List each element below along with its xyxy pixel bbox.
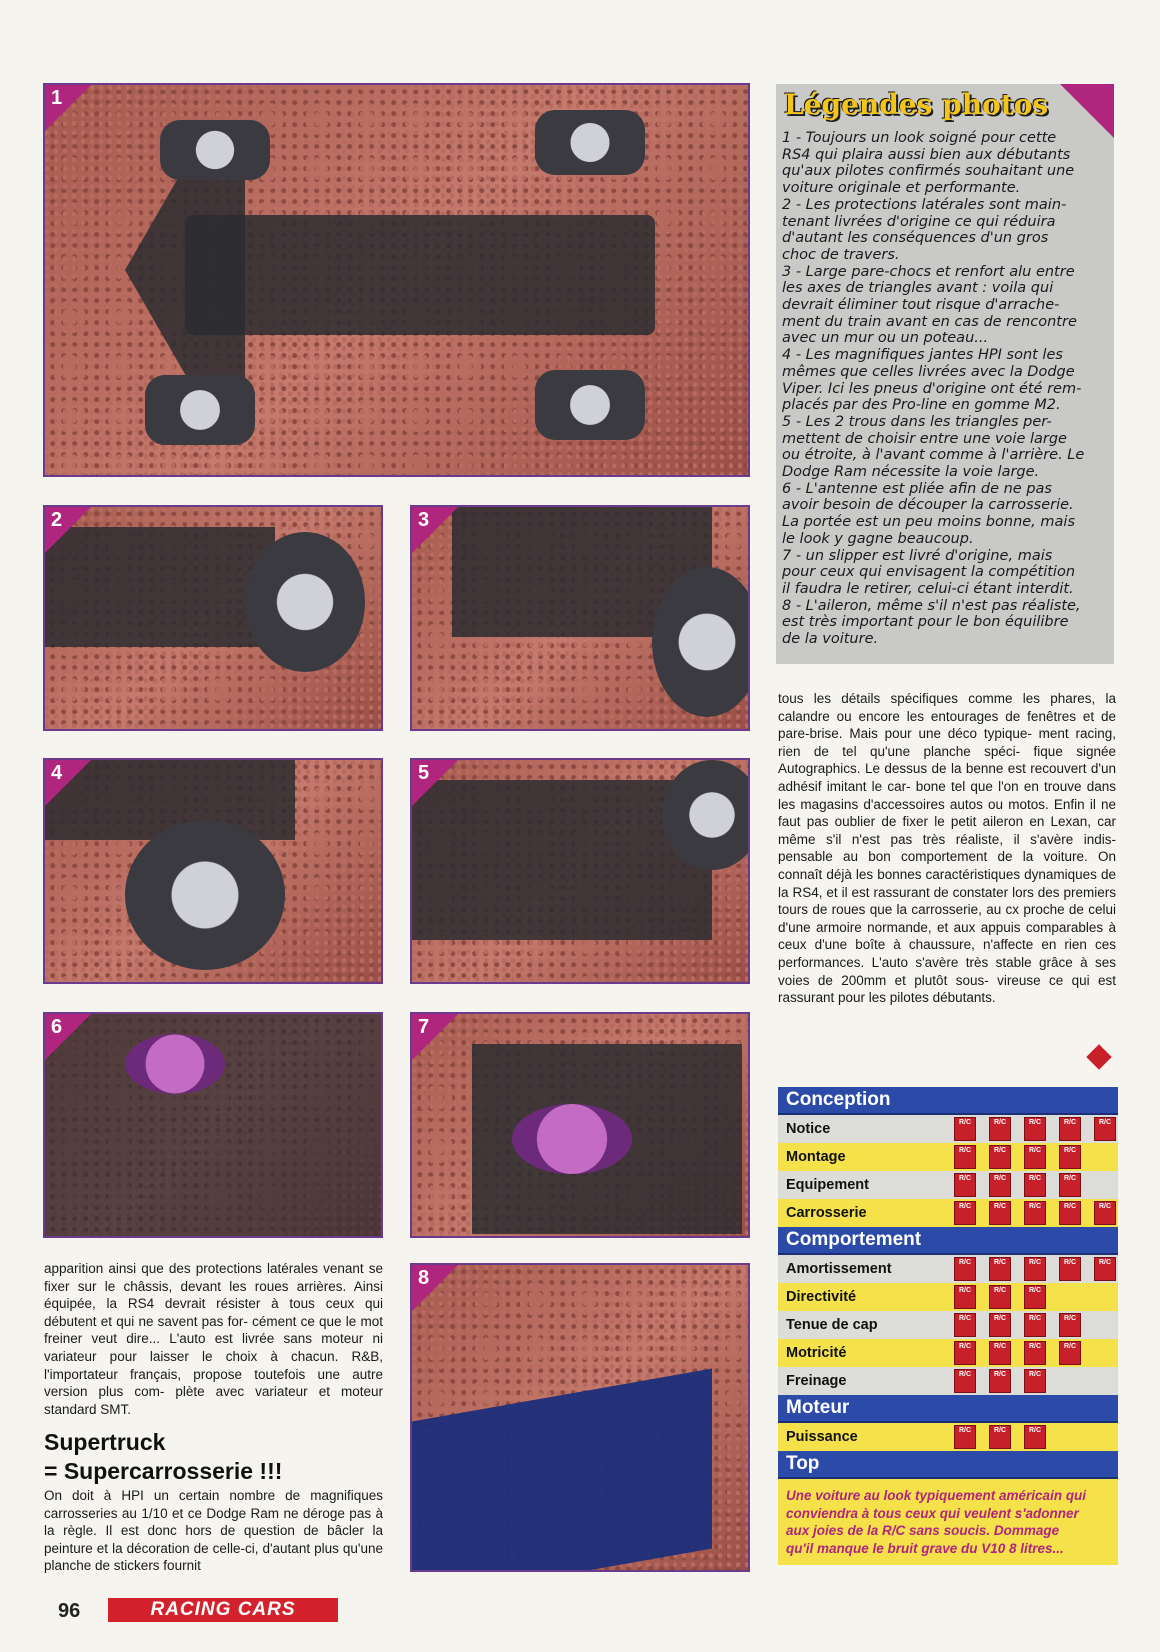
- photo-number: 3: [418, 509, 430, 531]
- rating-rc-icon: R/C: [1024, 1145, 1046, 1169]
- photo-number: 6: [51, 1016, 63, 1038]
- rating-rc-icon: R/C: [1024, 1369, 1046, 1393]
- rating-rc-icon: R/C: [954, 1313, 976, 1337]
- rating-rc-icon: R/C: [954, 1173, 976, 1197]
- end-mark-icon: [1086, 1044, 1111, 1069]
- rating-row: [778, 1423, 1118, 1451]
- rating-row: [778, 1283, 1118, 1311]
- photo-2: [43, 505, 383, 731]
- section-subheading: Supertruck = Supercarrosserie !!!: [44, 1429, 283, 1484]
- rating-rc-icon: R/C: [1059, 1117, 1081, 1141]
- rating-table: [778, 1087, 1118, 1565]
- photo-6: [43, 1012, 383, 1238]
- photo-captions-box: [776, 84, 1114, 664]
- rating-rc-icon: R/C: [954, 1285, 976, 1309]
- photo-3: [410, 505, 750, 731]
- photo-7: [410, 1012, 750, 1238]
- rating-category-top: Top: [778, 1451, 1118, 1479]
- rating-rc-icon: R/C: [954, 1341, 976, 1365]
- rating-row: [778, 1255, 1118, 1283]
- rating-label: Directivité: [786, 1289, 857, 1305]
- rating-rc-icon: R/C: [1024, 1425, 1046, 1449]
- rating-rc-icon: R/C: [1024, 1201, 1046, 1225]
- rating-rc-icon: R/C: [1059, 1313, 1081, 1337]
- page-number: 96: [58, 1600, 81, 1622]
- rating-rc-icon: R/C: [989, 1285, 1011, 1309]
- rating-rc-icon: R/C: [989, 1369, 1011, 1393]
- rating-rc-icon: R/C: [1024, 1117, 1046, 1141]
- rating-rc-icon: R/C: [954, 1145, 976, 1169]
- rating-label: Freinage: [786, 1373, 847, 1389]
- rating-rc-icon: R/C: [1094, 1257, 1116, 1281]
- rating-rc-icon: R/C: [1059, 1201, 1081, 1225]
- rating-rc-icon: R/C: [989, 1313, 1011, 1337]
- rating-rc-icon: R/C: [954, 1425, 976, 1449]
- rating-row: [778, 1199, 1118, 1227]
- top-verdict-text: Une voiture au look typiquement américain qui conviendra à tous ceux qui veulent s'adonner aux joies de la R/C sans soucis. Dommage qu'il manque le bruit grave du V10 8 litres...: [778, 1479, 1118, 1565]
- rating-rc-icon: R/C: [1094, 1117, 1116, 1141]
- rating-rc-icon: R/C: [954, 1117, 976, 1141]
- rating-rc-icon: R/C: [1024, 1257, 1046, 1281]
- rating-category: Moteur: [778, 1395, 1118, 1423]
- rating-row: [778, 1115, 1118, 1143]
- rating-label: Montage: [786, 1149, 846, 1165]
- rating-rc-icon: R/C: [989, 1425, 1011, 1449]
- rating-label: Carrosserie: [786, 1205, 867, 1221]
- photo-number: 7: [418, 1016, 430, 1038]
- rating-rc-icon: R/C: [1024, 1173, 1046, 1197]
- photo-number: 8: [418, 1267, 430, 1289]
- rating-rc-icon: R/C: [954, 1201, 976, 1225]
- photo-5: [410, 758, 750, 984]
- rating-rc-icon: R/C: [989, 1145, 1011, 1169]
- legend-text: 1 - Toujours un look soigné pour cette RS4 qui plaira aussi bien aux débutants qu'aux pilotes confirmés souhaitant une voiture originale et performante. 2 - Les protections latérales sont main- tenant livrées d'origine ce qui réduira d'autant les conséquences d'un gros choc de travers. 3 - Large pare-chocs et renfort alu entre les axes de triangles avant : voila qui devrait éliminer tout risque d'arrache- ment du train avant en cas de rencontre avec un mur ou un poteau... 4 - Les magnifiques jantes HPI sont les mêmes que celles livrées avec la Dodge Viper. Ici les pneus d'origine ont été rem- placés par des Pro-line en gomme M2. 5 - Les 2 trous dans les triangles per- mettent de choisir entre une voie large ou étroite, à l'avant comme à l'arrière. Le Dodge Ram nécessite la voie large. 6 - L'antenne est pliée afin de ne pas avoir besoin de découper la carrosserie. La portée est un peu moins bonne, mais le look y gagne beaucoup. 7 - un slipper est livré d'origine, mais pour ceux qui envisagent la compétition il faudra le retirer, celui-ci étant interdit. 8 - L'aileron, même s'il n'est pas réaliste, est très important pour le bon équilibre de la voiture.: [782, 130, 1085, 648]
- rating-rc-icon: R/C: [1059, 1341, 1081, 1365]
- rating-label: Tenue de cap: [786, 1317, 878, 1333]
- photo-4: [43, 758, 383, 984]
- rating-row: [778, 1143, 1118, 1171]
- rating-rc-icon: R/C: [954, 1257, 976, 1281]
- photo-number: 5: [418, 762, 430, 784]
- photo-number: 2: [51, 509, 63, 531]
- rating-rc-icon: R/C: [989, 1341, 1011, 1365]
- rating-rc-icon: R/C: [989, 1257, 1011, 1281]
- rating-rc-icon: R/C: [1094, 1201, 1116, 1225]
- rating-label: Amortissement: [786, 1261, 892, 1277]
- rating-rc-icon: R/C: [1024, 1285, 1046, 1309]
- left-column-text: apparition ainsi que des protections latérales venant se fixer sur le châssis, devant les roues arrières. Ainsi équipée, la RS4 devrait résister à tous ceux qui débutent et qui ne savent pas for- cément ce que le mot freiner veut dire... L'auto est livrée sans moteur ni variateur pour laisser le choix à chacun. R&B, l'importateur français, propose toutefois une autre version plus com- plète avec variateur et moteur standard SMT.: [44, 1261, 383, 1417]
- rating-label: Motricité: [786, 1345, 847, 1361]
- photo-number: 1: [51, 87, 63, 109]
- photo-number: 4: [51, 762, 63, 784]
- rating-rc-icon: R/C: [1024, 1341, 1046, 1365]
- rating-rc-icon: R/C: [989, 1201, 1011, 1225]
- rating-rc-icon: R/C: [1059, 1257, 1081, 1281]
- rating-rc-icon: R/C: [989, 1173, 1011, 1197]
- rating-rc-icon: R/C: [1024, 1313, 1046, 1337]
- legend-title: Légendes photos: [784, 88, 1049, 121]
- rating-rc-icon: R/C: [989, 1117, 1011, 1141]
- rating-label: Equipement: [786, 1177, 869, 1193]
- photo-1: [43, 83, 750, 477]
- rating-row: [778, 1367, 1118, 1395]
- rating-category: Conception: [778, 1087, 1118, 1115]
- rating-label: Puissance: [786, 1429, 858, 1445]
- rating-row: [778, 1171, 1118, 1199]
- rating-rc-icon: R/C: [954, 1369, 976, 1393]
- rating-label: Notice: [786, 1121, 831, 1137]
- rating-rc-icon: R/C: [1059, 1145, 1081, 1169]
- photo-8: [410, 1263, 750, 1572]
- rating-rc-icon: R/C: [1059, 1173, 1081, 1197]
- right-column-text: tous les détails spécifiques comme les phares, la calandre ou encore les entourages de fenêtres et de pare-brise. Mais pour une déco typique- ment racing, rien de tel qu'une planche spéci- fique signée Autographics. Le dessus de la benne est recouvert d'un adhésif imitant le car- bone tel que l'on en trouve dans les magasins d'accessoires autos ou motos. Enfin il ne faut pas oublier de fixer le petit aileron en Lexan, car même s'il n'est pas très réaliste, il s'avère indis- pensable au bon comportement de la voiture. On connaît déjà les bonnes caractéristiques dynamiques de la RS4, et il est rassurant de constater lors des premiers tours de roues que la carrosserie, au cx proche de celui d'une armoire normande, et aux appuis comparables à ceux d'une boîte à chaussure, n'affecte en rien ces performances. L'auto s'avère très stable grâce à ses voies de 200mm et plutôt sous- vireuse ce qui est rassurant pour les pilotes débutants.: [778, 691, 1116, 1006]
- rating-row: [778, 1339, 1118, 1367]
- magazine-brand: RACING CARS: [108, 1598, 338, 1622]
- rating-row: [778, 1311, 1118, 1339]
- left-column-text-2: On doit à HPI un certain nombre de magnifiques carrosseries au 1/10 et ce Dodge Ram ne déroge pas à la règle. Il est donc hors de question de bâcler la peinture et la décoration de celle-ci, d'autant plus qu'une planche de stickers fournit: [44, 1488, 383, 1574]
- rating-category: Comportement: [778, 1227, 1118, 1255]
